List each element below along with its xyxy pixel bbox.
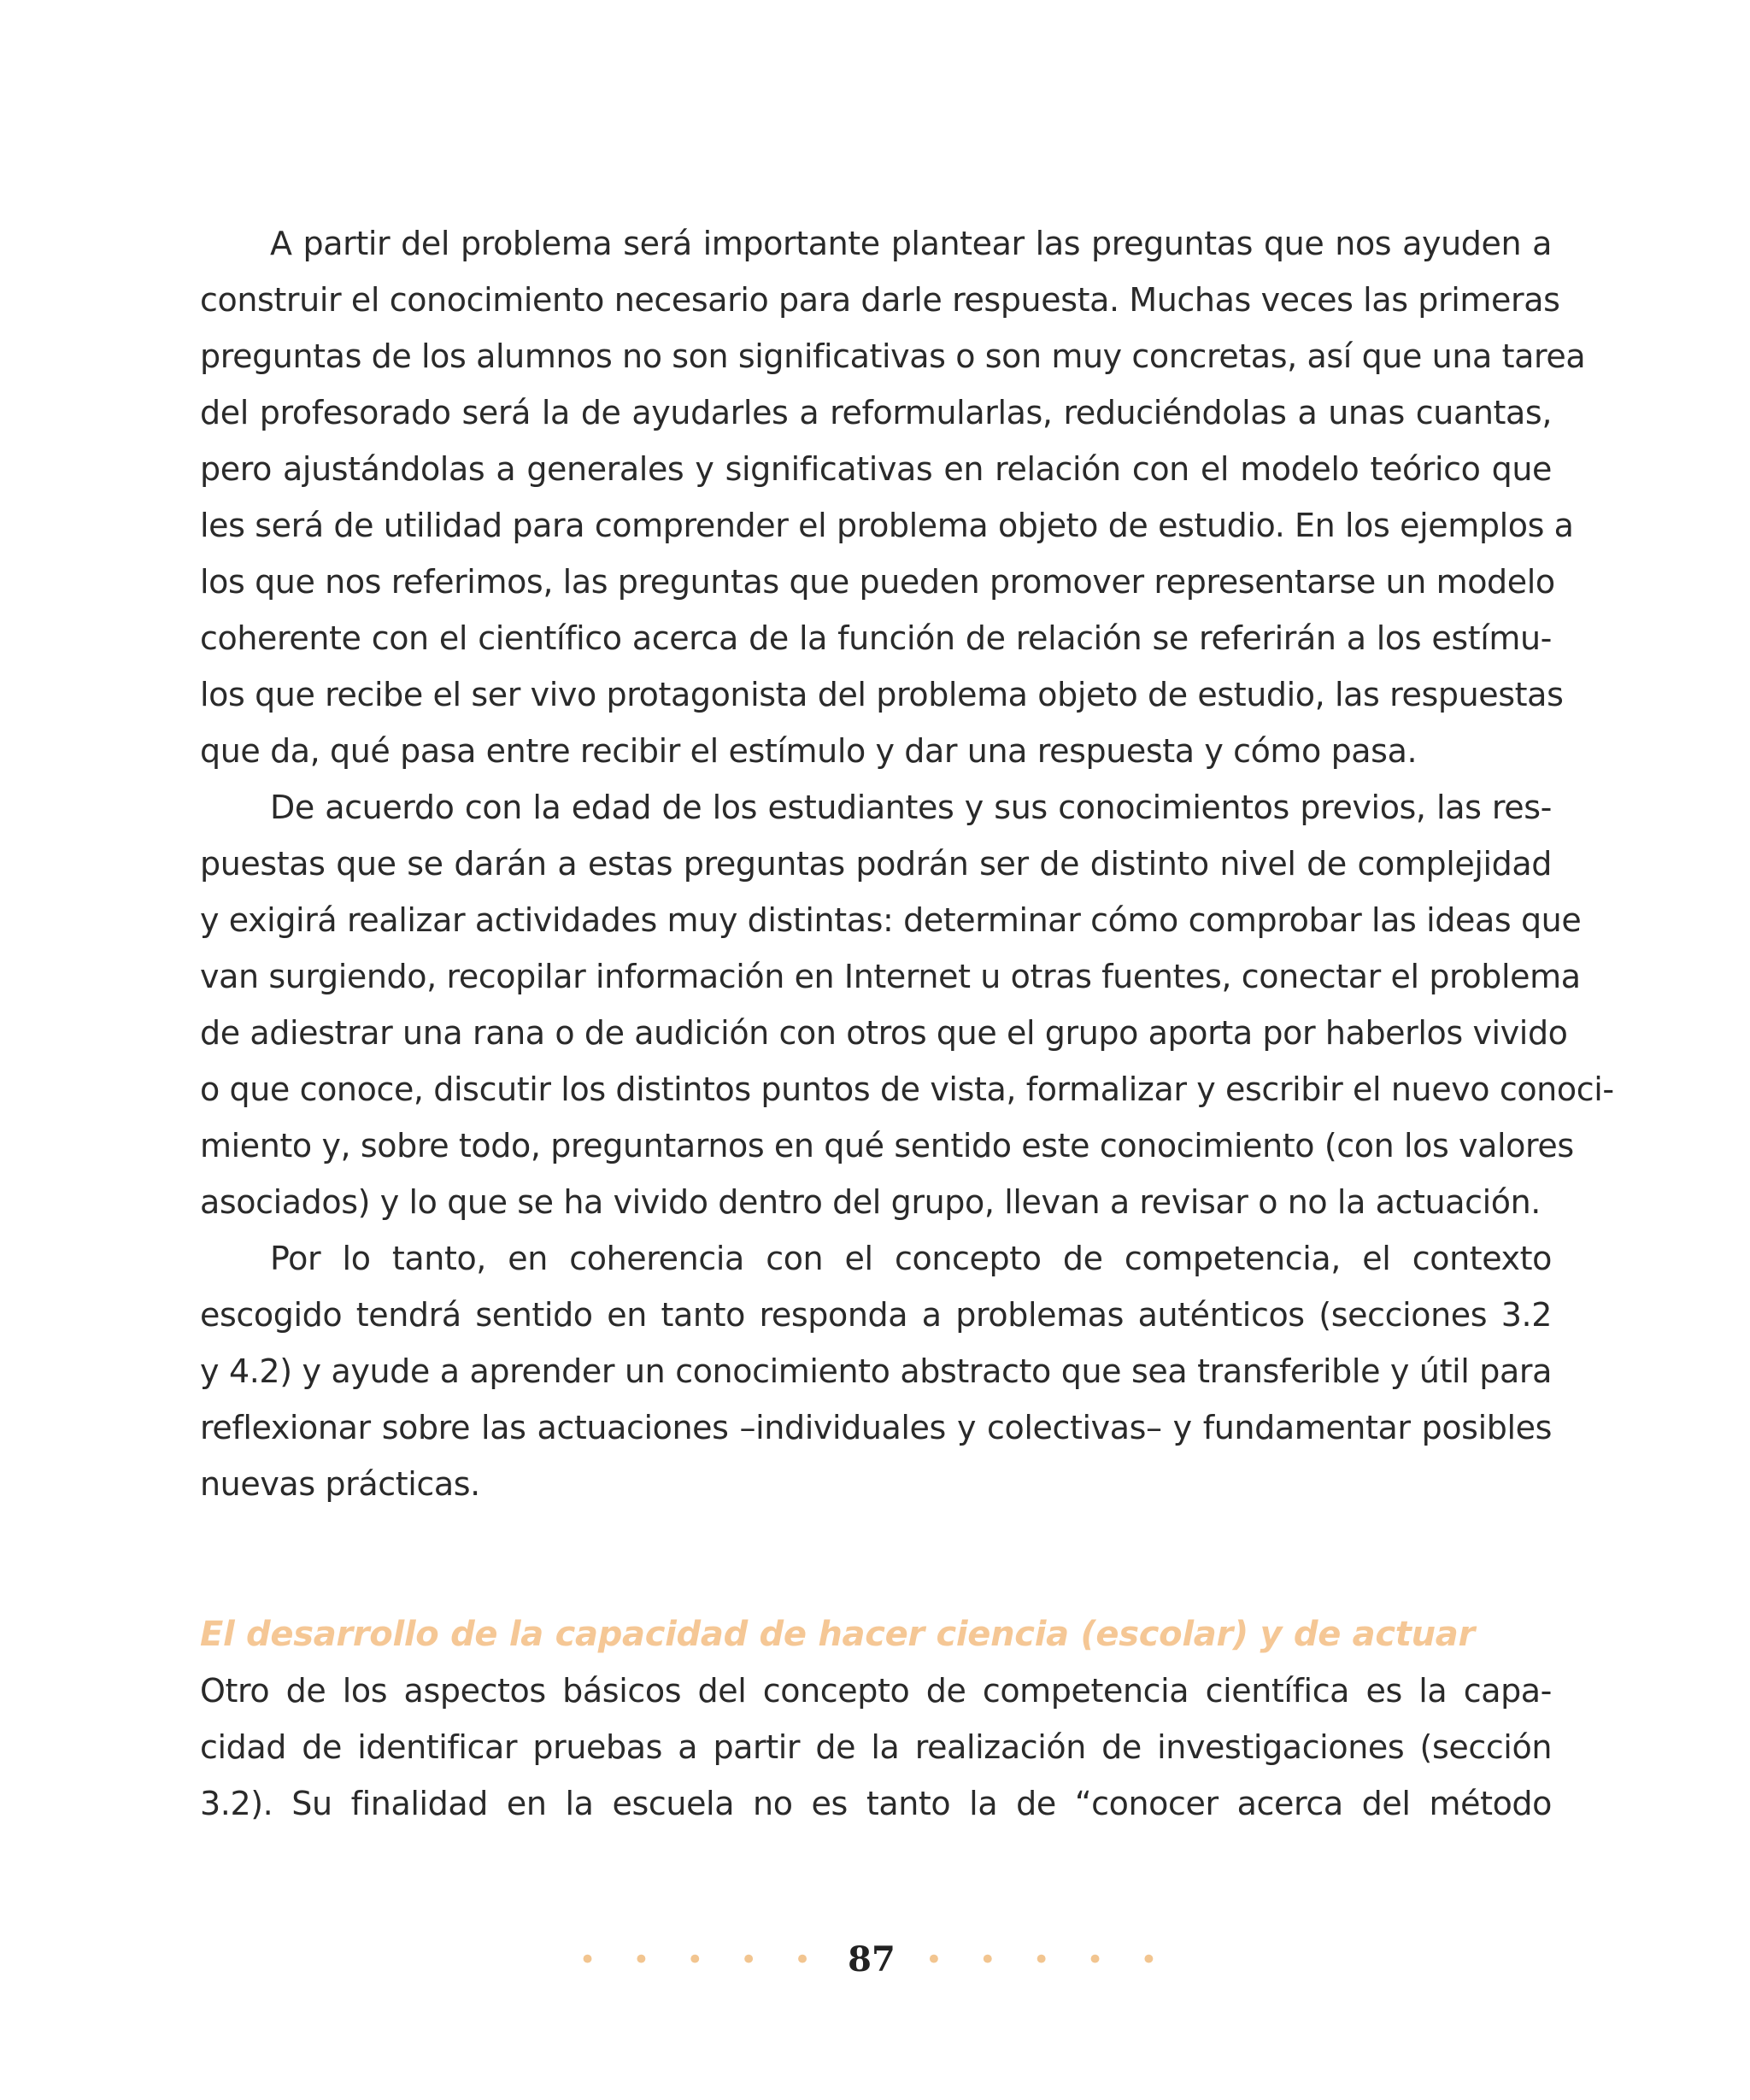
- paragraph-line: A partir del problema será importante plantear las preguntas que nos ayuden a: [270, 225, 1552, 262]
- paragraph-line: de adiestrar una rana o de audición con otros que el grupo aporta por haberlos vivido: [200, 1014, 1568, 1052]
- paragraph-line: construir el conocimiento necesario para darle respuesta. Muchas veces las primeras: [200, 281, 1560, 319]
- paragraph-line: De acuerdo con la edad de los estudiantes y sus conocimientos previos, las res-: [270, 789, 1552, 826]
- paragraph-line: o que conoce, discutir los distintos puntos de vista, formalizar y escribir el nuevo conoci-: [200, 1071, 1614, 1108]
- paragraph-line: coherente con el científico acerca de la función de relación se referirán a los estímu-: [200, 619, 1552, 657]
- left-dots-ornament: • • • • •: [578, 1942, 825, 1977]
- paragraph-line: del profesorado será la de ayudarles a reformularlas, reduciéndolas a unas cuantas,: [200, 394, 1552, 431]
- paragraph-line: Otro de los aspectos básicos del concepto de competencia científica es la capa-: [200, 1672, 1552, 1710]
- right-dots-ornament: • • • • •: [925, 1942, 1172, 1977]
- section-heading: El desarrollo de la capacidad de hacer ciencia (escolar) y de actuar: [200, 1615, 1475, 1654]
- paragraph-line: los que recibe el ser vivo protagonista del problema objeto de estudio, las respuestas: [200, 676, 1564, 713]
- paragraph-line: van surgiendo, recopilar información en Internet u otras fuentes, conectar el problema: [200, 958, 1581, 995]
- paragraph-1: [200, 215, 1586, 779]
- paragraph-line: Por lo tanto, en coherencia con el concepto de competencia, el contexto: [270, 1240, 1552, 1277]
- paragraph-line: puestas que se darán a estas preguntas podrán ser de distinto nivel de complejidad: [200, 845, 1552, 883]
- page-number: 87: [848, 1939, 896, 1980]
- paragraph-line: 3.2). Su finalidad en la escuela no es tanto la de “conocer acerca del método: [200, 1785, 1552, 1822]
- section-paragraph: [200, 1663, 1552, 1832]
- paragraph-line: nuevas prácticas.: [200, 1465, 480, 1503]
- paragraph-line: los que nos referimos, las preguntas que pueden promover representarse un modelo: [200, 563, 1555, 601]
- paragraph-line: que da, qué pasa entre recibir el estímulo y dar una respuesta y cómo pasa.: [200, 732, 1418, 770]
- paragraph-line: cidad de identificar pruebas a partir de la realización de investigaciones (sección: [200, 1728, 1552, 1766]
- paragraph-line: escogido tendrá sentido en tanto responda a problemas auténticos (secciones 3.2: [200, 1296, 1552, 1334]
- paragraph-line: pero ajustándolas a generales y significativas en relación con el modelo teórico que: [200, 450, 1552, 488]
- paragraph-line: y exigirá realizar actividades muy distintas: determinar cómo comprobar las ideas que: [200, 901, 1582, 939]
- paragraph-line: miento y, sobre todo, preguntarnos en qué sentido este conocimiento (con los valores: [200, 1127, 1574, 1164]
- paragraph-line: y 4.2) y ayude a aprender un conocimiento abstracto que sea transferible y útil para: [200, 1352, 1552, 1390]
- paragraph-line: preguntas de los alumnos no son significativas o son muy concretas, así que una tarea: [200, 337, 1586, 375]
- paragraph-line: les será de utilidad para comprender el problema objeto de estudio. En los ejemplos a: [200, 507, 1574, 544]
- page-footer: [0, 1939, 1750, 1980]
- paragraph-2: [200, 779, 1614, 1230]
- document-body: [200, 215, 1614, 1832]
- paragraph-3: [200, 1230, 1552, 1512]
- section-spacer: [200, 1512, 1552, 1606]
- paragraph-line: reflexionar sobre las actuaciones –individuales y colectivas– y fundamentar posibles: [200, 1409, 1552, 1446]
- paragraph-line: asociados) y lo que se ha vivido dentro del grupo, llevan a revisar o no la actuación.: [200, 1183, 1541, 1221]
